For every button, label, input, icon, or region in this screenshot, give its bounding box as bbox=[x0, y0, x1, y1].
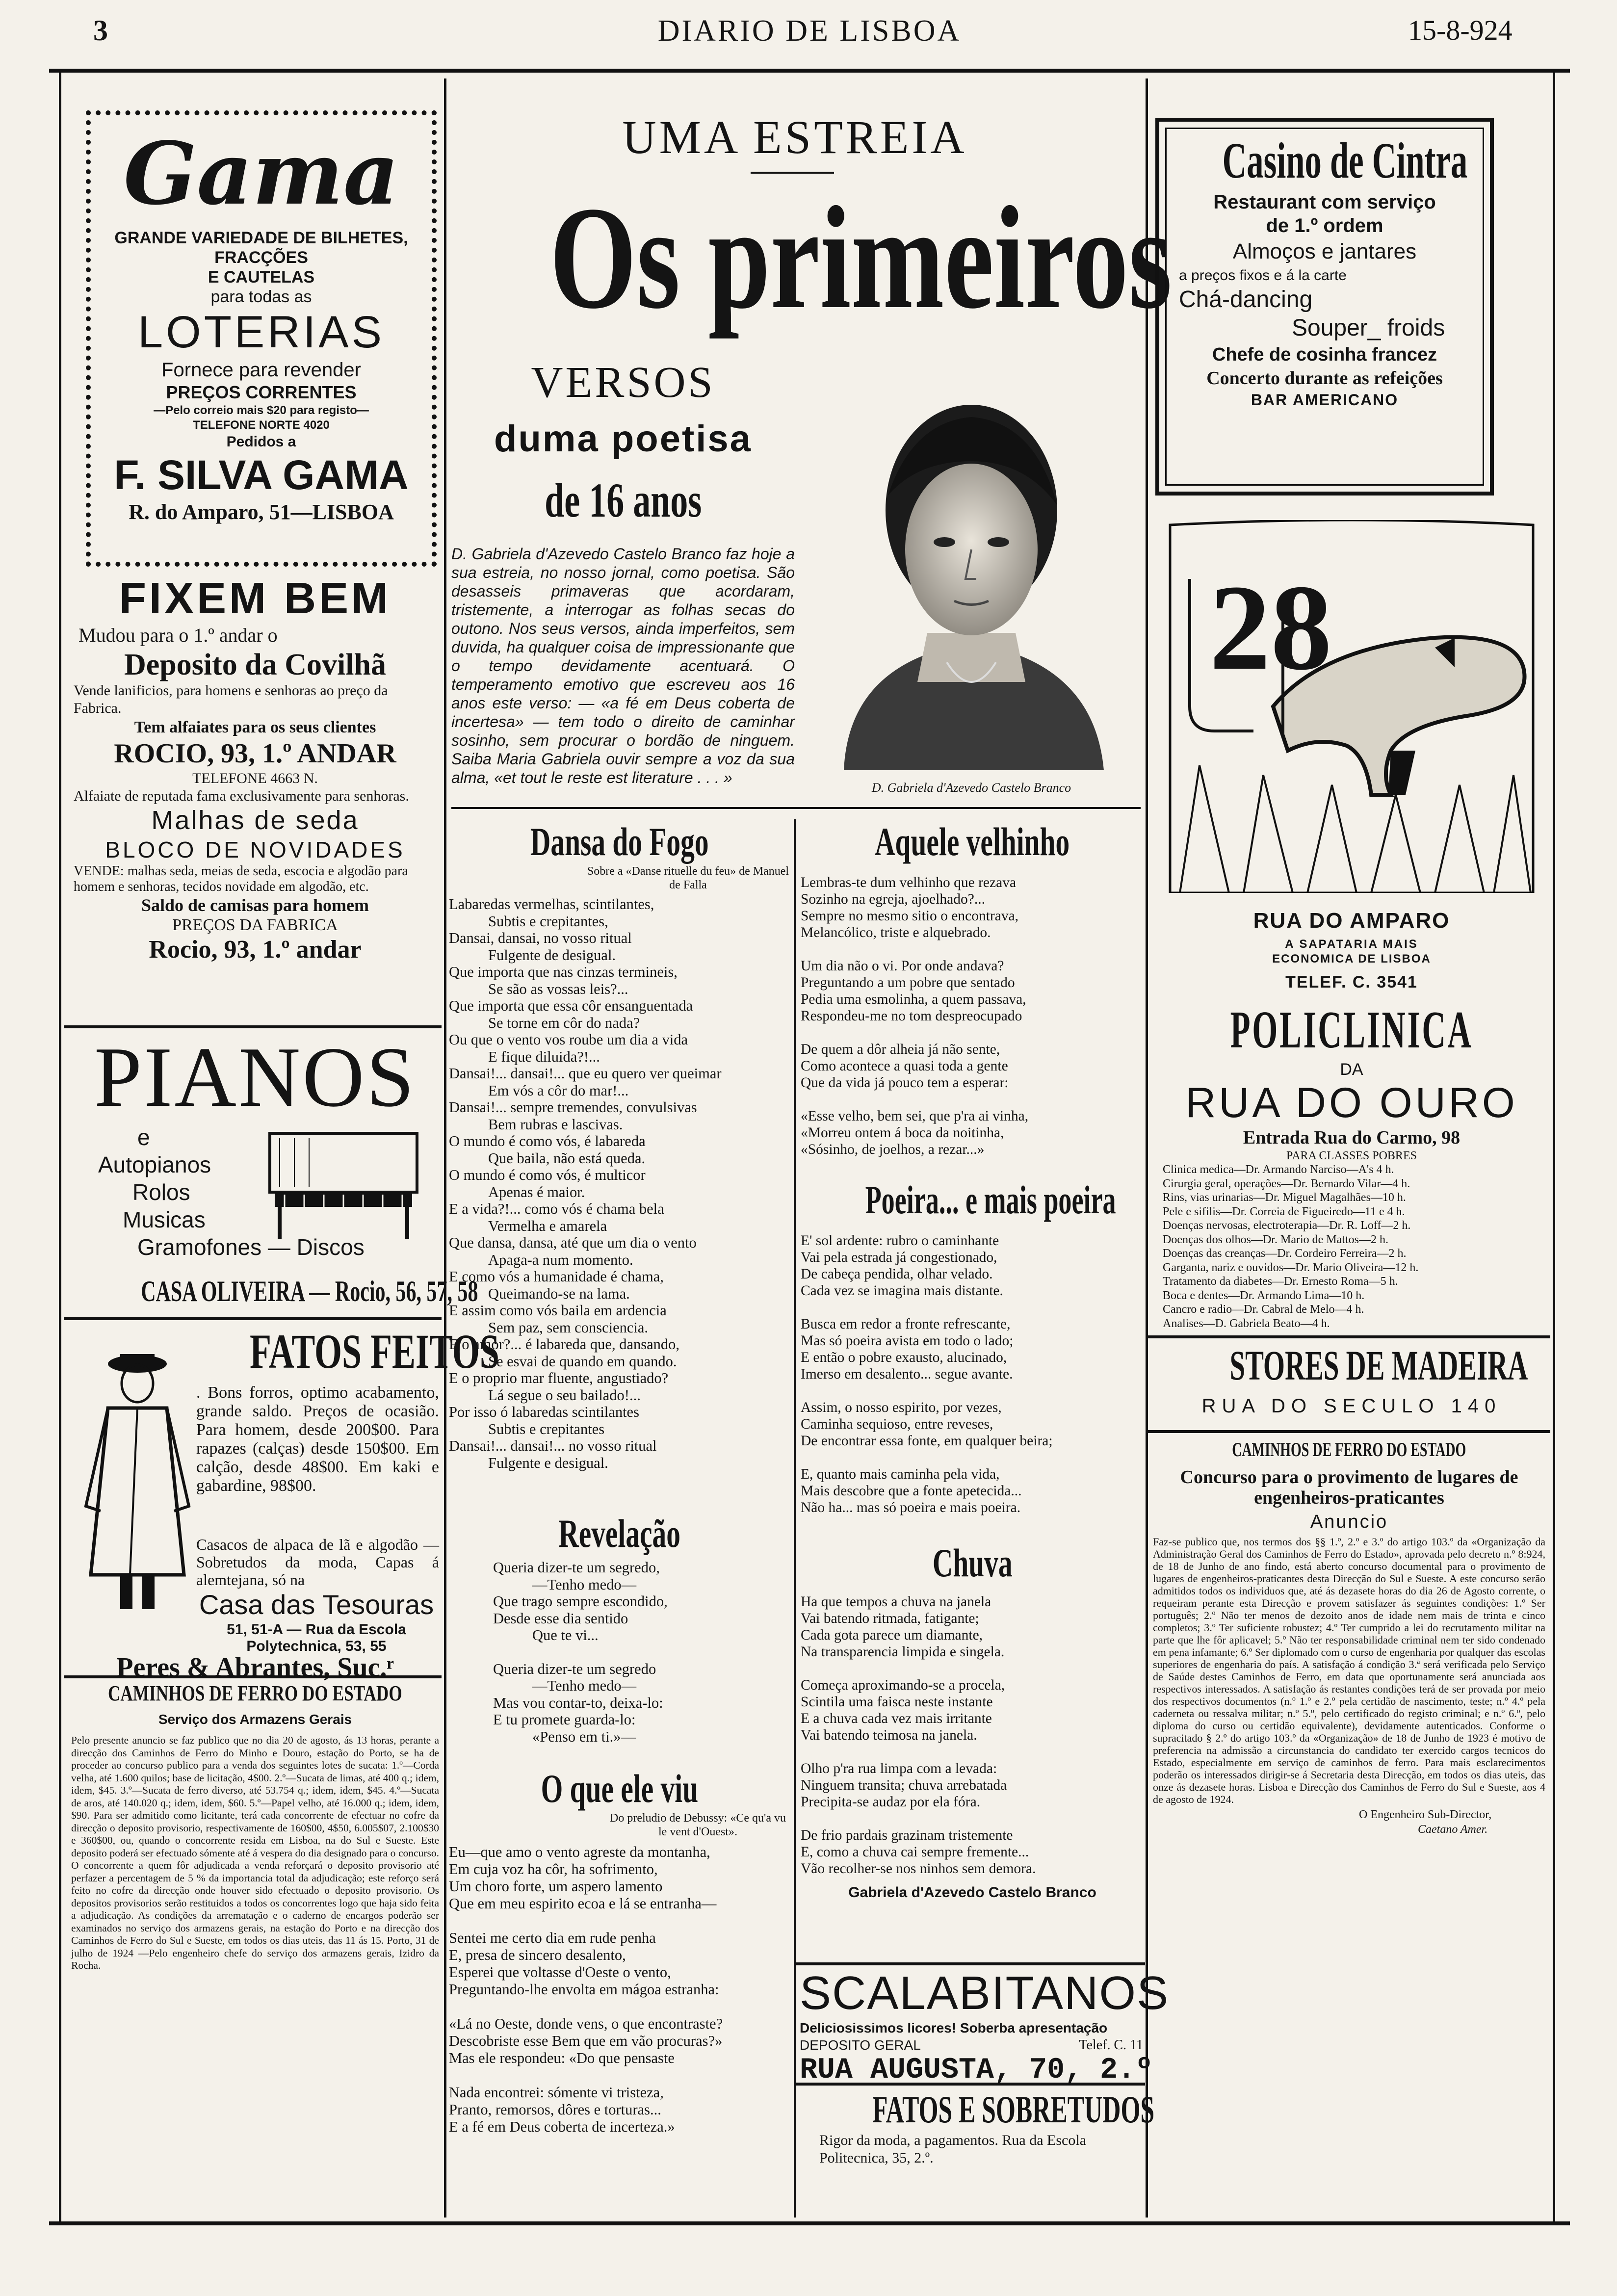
list-item: Tratamento da diabetes—Dr. Ernesto Roma—5 h. bbox=[1163, 1275, 1398, 1288]
poem-line: Que em meu espirito ecoa e lá se entranha— bbox=[449, 1895, 717, 1912]
pianos-item: Autopianos bbox=[98, 1152, 211, 1177]
scalabitanos-l3: RUA AUGUSTA, 70, 2.º bbox=[800, 2054, 1153, 2087]
poeira-title-text: Poeira... e mais poeira bbox=[865, 1177, 1116, 1222]
revelacao-title-text: Revelação bbox=[558, 1511, 680, 1556]
poem-line: E o proprio mar fluente, angustiado? bbox=[449, 1370, 669, 1386]
caminhos-left-title bbox=[71, 1680, 439, 1707]
pianos-item: Gramofones — Discos bbox=[137, 1234, 365, 1260]
poem-line: Sempre no mesmo sitio o encontrava, bbox=[801, 908, 1019, 924]
chuva-title bbox=[801, 1540, 1144, 1586]
caminhos-right-title bbox=[1153, 1437, 1545, 1462]
gama-loterias: LOTERIAS bbox=[137, 307, 385, 357]
oqueeleviu-title-text: O que ele viu bbox=[541, 1766, 698, 1811]
poem-line: Queria dizer-te um segredo bbox=[493, 1660, 656, 1677]
feature-rule bbox=[451, 807, 1141, 809]
fixem-l2: Deposito da Covilhã bbox=[124, 648, 386, 681]
poem-line: Dansai, dansai, no vosso ritual bbox=[449, 930, 632, 946]
ad-fixem-bem bbox=[69, 574, 442, 965]
poem-line: Sentei me certo dia em rude penha bbox=[449, 1930, 656, 1946]
poem-line: Subtis e crepitantes bbox=[488, 1420, 605, 1437]
feature-sub3-text: de 16 anos bbox=[544, 473, 702, 527]
poem-line: E' sol ardente: rubro o caminhante bbox=[801, 1233, 999, 1249]
poem-signature: Gabriela d'Azevedo Castelo Branco bbox=[848, 1884, 1096, 1901]
poem-line: Mas vou contar-to, deixa-lo: bbox=[493, 1694, 663, 1711]
shoe-l4: TELEF. C. 3541 bbox=[1285, 973, 1418, 991]
scalabitanos-title: SCALABITANOS bbox=[800, 1967, 1170, 2019]
poem-line: Olho p'ra rua limpa com a levada: bbox=[801, 1761, 997, 1776]
list-item: Rins, vias urinarias—Dr. Miguel Magalhães—10 h. bbox=[1163, 1191, 1406, 1204]
ad-fatos-sobretudos bbox=[800, 2087, 1155, 2167]
ad-fatos-feitos bbox=[69, 1324, 499, 1683]
rule-center-1 bbox=[796, 1962, 1145, 1965]
casino-l4: a preços fixos e á la carte bbox=[1179, 267, 1347, 284]
ad-pianos bbox=[69, 1029, 478, 1310]
poem-line bbox=[449, 1912, 790, 1930]
revelacao-lines bbox=[449, 1559, 790, 1745]
column-rule-3 bbox=[794, 819, 796, 2218]
dansa-title-text: Dansa do Fogo bbox=[530, 819, 709, 864]
poem-line: E, presa de sincero desalento, bbox=[449, 1947, 626, 1963]
poem-line: Lá segue o seu bailado!... bbox=[488, 1386, 641, 1404]
fixem-l7: Alfaiate de reputada fama exclusivamente para senhoras. bbox=[74, 788, 409, 804]
poem-line bbox=[801, 1299, 1144, 1316]
kicker-rule bbox=[751, 172, 834, 174]
poem-line: De encontrar essa fonte, em qualquer beira; bbox=[801, 1433, 1053, 1449]
poem-line: Ou que o vento vos roube um dia a vida bbox=[449, 1031, 688, 1048]
casino-l2: de 1.º ordem bbox=[1266, 215, 1383, 236]
poem-line: Ninguem transita; chuva arrebatada bbox=[801, 1777, 1007, 1793]
poem-line: Sozinho na egreja, ajoelhado?... bbox=[801, 891, 985, 907]
poem-line bbox=[801, 1810, 1144, 1827]
casino-l5: Chá-dancing bbox=[1179, 287, 1313, 313]
poem-line: Ha que tempos a chuva na janela bbox=[801, 1594, 991, 1610]
list-item: Doenças nervosas, electroterapia—Dr. R. Loff—2 h. bbox=[1163, 1219, 1411, 1232]
poem-line: Apenas é maior. bbox=[488, 1183, 585, 1200]
poem-line: Preguntando a um pobre que sentado bbox=[801, 975, 1015, 991]
fixem-l5: ROCIO, 93, 1.º ANDAR bbox=[114, 738, 396, 769]
fatos-title bbox=[201, 1324, 499, 1379]
dansa-title bbox=[449, 819, 790, 864]
caminhos-right-sign1: O Engenheiro Sub-Director, bbox=[1359, 1808, 1492, 1821]
poem-line: Assim, o nosso espirito, por vezes, bbox=[801, 1400, 1002, 1415]
poem-line: E, como a chuva cai sempre fremente... bbox=[801, 1844, 1029, 1860]
poem-line: Se são as vossas leis?... bbox=[488, 980, 628, 997]
poem-line: Como acontece a quasi toda a gente bbox=[801, 1058, 1008, 1074]
rule-left-3 bbox=[64, 1675, 442, 1678]
poem-line: Não ha... mas só poeira e mais poeira. bbox=[801, 1500, 1021, 1515]
poem-line: Começa aproximando-se a procela, bbox=[801, 1677, 1005, 1693]
poem-o-que-ele-viu bbox=[449, 1766, 790, 2136]
poem-line: De quem a dôr alheia já não sente, bbox=[801, 1042, 1000, 1057]
feature-kicker: UMA ESTREIA bbox=[622, 111, 967, 163]
poem-line: Preguntando-lhe envolta em mágoa estranha: bbox=[449, 1981, 719, 1998]
list-item: Cancro e radio—Dr. Cabral de Melo—4 h. bbox=[1163, 1303, 1364, 1316]
gama-logo: Gama bbox=[123, 124, 399, 224]
poem-line: Vai batendo teimosa na janela. bbox=[801, 1727, 977, 1743]
poem-line: Subtis e crepitantes, bbox=[488, 913, 608, 930]
ad-sapataria-28 bbox=[1153, 520, 1550, 1011]
poem-line: Labaredas vermelhas, scintilantes, bbox=[449, 896, 654, 913]
caminhos-left-body: Pelo presente anuncio se faz publico que no dia 20 de agosto, ás 13 horas, perante a direcção dos Caminhos de Ferro do Minho e Douro, estação do Porto, se ha de proceder ao concurso publico para a venda dos seguintes lotes de sucata: 1.º—Corda velha, até 1.600 quilos; base de licitação, 4$00. 2.º—Sucata de limas, até 400 q.; idem, idem, $45. 3.º—Sucata de ferro diverso, até 53.754 q.; idem, idem, $45. 4.º—Sucata de aros, até 140.020 q.; idem, idem, $60. 5.º—Papel velho, até 16.000 q.; idem, idem, $90. Para ser admitido como licitante, terá cada concorrente de efectuar no cofre da direcção o deposito provisorio, respectivamente de 160$00, 4$50, 6.005$07, 2.100$30 e 360$00, ou, quando o concorrente resida em Lisboa, na do Sul e Sueste. Este deposito poderá ser efectuado sómente até á vespera do dia designado para o concurso. O concorrente a quem fôr adjudicada a venda reforçará o deposito provisorio até perfazer a percentagem de 5 % da importancia total da adjudicação; este reforço será feito no cofre da direcção onde houver sido efectuado o deposito provisorio. Os depositos provisorios serão restituidos a todos os concorrentes logo que haja sido feita a adjudicação. As condições da arrematação e o caderno de encargos poderão ser examinados no serviço dos armazens gerais, na estação do Porto e na direcção dos Caminhos de Ferro do Sul e Sueste, em todos os dias uteis, das 11 ás 15. Porto, 31 de julho de 1924 —Pelo engenheiro chefe do serviço dos armazens gerais, Izidro da Rocha. bbox=[71, 1734, 439, 1971]
poem-line: Vai batendo ritmada, fatigante; bbox=[801, 1611, 979, 1626]
poem-line: —Tenho medo— bbox=[532, 1576, 637, 1593]
poem-aquele-velhinho bbox=[801, 819, 1144, 1158]
gama-line4: Fornece para revender bbox=[161, 359, 361, 381]
policlinica-classes: PARA CLASSES POBRES bbox=[1286, 1149, 1417, 1162]
poem-line: Vão recolher-se nos ninhos sem demora. bbox=[801, 1861, 1036, 1877]
left-border bbox=[59, 69, 61, 2222]
poem-line: Que importa que nas cinzas termineis, bbox=[449, 964, 678, 980]
poem-line: Cada vez se imagina mais distante. bbox=[801, 1283, 1003, 1299]
fatos-text2: Casacos de alpaca de lã e algodão — Sobretudos da moda, Capas á alemtejana, só na bbox=[196, 1536, 439, 1589]
poem-line: E como vós a humanidade é chama, bbox=[449, 1268, 664, 1285]
poem-line: Queimando-se na lama. bbox=[488, 1285, 630, 1302]
rule-center-2 bbox=[796, 2083, 1145, 2086]
poem-line: —Tenho medo— bbox=[532, 1677, 637, 1694]
gama-line8: Pedidos a bbox=[226, 434, 296, 450]
poetess-portrait-image bbox=[814, 348, 1128, 775]
fixem-l8: Malhas de seda bbox=[151, 806, 359, 835]
gama-line7: TELEFONE NORTE 4020 bbox=[193, 418, 330, 432]
list-item: Analises—D. Gabriela Beato—4 h. bbox=[1163, 1317, 1330, 1330]
poem-line bbox=[801, 1383, 1144, 1399]
gama-line3: para todas as bbox=[210, 287, 312, 306]
casino-l3: Almoços e jantares bbox=[1232, 239, 1417, 263]
poem-line: Fulgente e desigual. bbox=[488, 1454, 608, 1471]
fixem-l3: Vende lanificios, para homens e senhoras ao preço da Fabrica. bbox=[74, 682, 388, 716]
pianos-item: e bbox=[137, 1124, 150, 1150]
poem-line: Se esvai de quando em quando. bbox=[488, 1353, 677, 1370]
poem-line: E tu promete guarda-lo: bbox=[493, 1711, 636, 1728]
poem-line: De cabeça pendida, olhar velado. bbox=[801, 1266, 993, 1282]
casino-title bbox=[1159, 131, 1490, 190]
list-item: Clinica medica—Dr. Armando Narciso—A's 4 h. bbox=[1163, 1163, 1394, 1176]
policlinica-title-text: POLICLINICA bbox=[1230, 1001, 1473, 1059]
poem-chuva bbox=[801, 1540, 1144, 1903]
scalabitanos-phone: Telef. C. 11 bbox=[1079, 2037, 1143, 2053]
rule-right-2 bbox=[1148, 1430, 1550, 1433]
poem-line: E então o pobre exausto, alucinado, bbox=[801, 1350, 1007, 1365]
shoe-l2: A SAPATARIA MAIS bbox=[1285, 938, 1418, 951]
poem-line: Que importa que essa côr ensanguentada bbox=[449, 997, 693, 1014]
poem-line: Melancólico, triste e alquebrado. bbox=[801, 925, 991, 940]
notice-caminhos-left bbox=[71, 1680, 439, 1972]
oqueeleviu-title bbox=[449, 1766, 790, 1811]
page-number: 3 bbox=[93, 14, 108, 47]
velhinho-title bbox=[801, 819, 1144, 864]
caminhos-right-subtitle: Concurso para o provimento de lugares de engenheiros-praticantes bbox=[1180, 1467, 1518, 1508]
caminhos-right-anuncio: Anuncio bbox=[1310, 1512, 1388, 1532]
list-item: Cirurgia geral, operações—Dr. Bernardo Vilar—4 h. bbox=[1163, 1177, 1410, 1190]
poem-line: Esperei que voltasse d'Oeste o vento, bbox=[449, 1964, 671, 1981]
poem-line: Um dia não o vi. Por onde andava? bbox=[801, 958, 1004, 974]
poem-line: E assim como vós baila em ardencia bbox=[449, 1302, 667, 1319]
poem-line: Que dansa, dansa, até que um dia o vento bbox=[449, 1234, 697, 1251]
poem-line: E a fé em Deus coberta de incerteza.» bbox=[449, 2118, 675, 2135]
masthead: DIARIO DE LISBOA bbox=[657, 14, 962, 48]
policlinica-title bbox=[1153, 1001, 1550, 1060]
poem-line: «Lá no Oeste, donde vens, o que encontraste? bbox=[449, 2015, 723, 2032]
fixem-title: FIXEM BEM bbox=[119, 574, 391, 623]
poem-line: Apaga-a num momento. bbox=[488, 1251, 633, 1268]
casino-title-text: Casino de Cintra bbox=[1222, 132, 1468, 189]
caminhos-right-title-text: CAMINHOS DE FERRO DO ESTADO bbox=[1232, 1438, 1466, 1461]
man-in-coat-icon bbox=[74, 1344, 196, 1619]
gama-line6: —Pelo correio mais $20 para registo— bbox=[154, 404, 369, 417]
poem-line: Caminha sequioso, entre reveses, bbox=[801, 1416, 993, 1432]
poem-line: E, quanto mais caminha pela vida, bbox=[801, 1466, 1000, 1482]
fixem-l12: PREÇOS DA FABRICA bbox=[172, 916, 338, 934]
casino-content bbox=[1159, 131, 1490, 410]
poem-line: Lembras-te dum velhinho que rezava bbox=[801, 875, 1017, 890]
poem-line: E a chuva cada vez mais irritante bbox=[801, 1711, 992, 1726]
poem-line bbox=[801, 1024, 1144, 1041]
fixem-l11: Saldo de camisas para homem bbox=[141, 895, 369, 915]
fatos-sobretudos-title-text: FATOS E SOBRETUDOS bbox=[872, 2088, 1155, 2131]
chuva-title-text: Chuva bbox=[932, 1540, 1013, 1585]
policlinica-list bbox=[1153, 1163, 1550, 1331]
top-rule bbox=[49, 69, 1570, 73]
scalabitanos-l1: Deliciosissimos licores! Soberba apresentação bbox=[800, 2020, 1108, 2035]
pianos-item: Musicas bbox=[123, 1207, 206, 1232]
casino-l1: Restaurant com serviço bbox=[1213, 191, 1436, 213]
poem-line: Imerso em desalento... segue avante. bbox=[801, 1366, 1013, 1382]
poeira-lines bbox=[801, 1232, 1144, 1516]
poem-line bbox=[801, 1744, 1144, 1760]
feature-intro: D. Gabriela d'Azevedo Castelo Branco faz hoje a sua estreia, no nosso jornal, como poetisa. São desasseis primaveras que acordaram, tristemente, a interrogar as folhas secas do outono. Nos seus versos, ainda imperfeitos, sem duvida, ha qualquer coisa de impressionante que o tempo devidamente acentuará. O temperamento emotivo que escreveu aos 16 anos este verso: — «a fé em Deus coberta de incertesa» — tem todo o direito de caminhar sosinho, sem procurar o bordão de ninguem. Saiba Maria Gabriela ouvir sempre a voz da sua alma, «et tout le reste est literature . . . » bbox=[451, 545, 795, 786]
casino-l7: Chefe de cosinha francez bbox=[1212, 344, 1437, 365]
poem-line: E a vida?!... como vós é chama bela bbox=[449, 1200, 664, 1217]
poem-line: Dansai!... dansai!... que eu quero ver queimar bbox=[449, 1065, 722, 1082]
dansa-epigraph: Sobre a «Danse rituelle du feu» de Manuel de Falla bbox=[587, 865, 789, 891]
poem-line: De frio pardais grazinam tristemente bbox=[801, 1827, 1013, 1843]
feature-sub3 bbox=[471, 473, 775, 527]
scalabitanos-l2-row bbox=[800, 2037, 1143, 2054]
stores-address: RUA DO SECULO 140 bbox=[1201, 1395, 1502, 1417]
poem-line: Mas ele respondeu: «Do que pensaste bbox=[449, 2050, 675, 2066]
poem-dansa-do-fogo bbox=[449, 819, 790, 1471]
fatos-shop: Casa das Tesouras bbox=[199, 1589, 434, 1620]
shoe-l1: RUA DO AMPARO bbox=[1253, 909, 1450, 933]
poem-line: Precipita-se audaz por ela fóra. bbox=[801, 1794, 981, 1810]
notice-caminhos-right bbox=[1153, 1437, 1545, 1837]
poem-line: O mundo é como vós, é labareda bbox=[449, 1133, 646, 1149]
rule-left-1 bbox=[64, 1025, 442, 1028]
fatos-sobretudos-l1: Rigor da moda, a pagamentos. Rua da Escola Politecnica, 35, 2.º. bbox=[819, 2132, 1087, 2166]
fixem-l10: VENDE: malhas seda, meias de seda, escocia e algodão para homem e senhoras, tecidos novidade em algodão, etc. bbox=[74, 863, 408, 894]
poem-line: Se torne em côr do nada? bbox=[488, 1014, 640, 1031]
poem-line: Scintila uma faisca neste instante bbox=[801, 1694, 993, 1710]
gama-line5: PREÇOS CORRENTES bbox=[166, 382, 357, 402]
pianos-footer bbox=[69, 1275, 478, 1307]
ad-stores-de-madeira bbox=[1153, 1342, 1550, 1423]
poem-line: Em vós a côr do mar!... bbox=[488, 1082, 629, 1099]
feature-headline bbox=[451, 176, 1173, 339]
poem-line bbox=[801, 1449, 1144, 1466]
feature-sub1: VERSOS bbox=[531, 358, 715, 407]
poem-line: Respondeu-me no tom despreocupado bbox=[801, 1008, 1022, 1024]
column-rule-1 bbox=[444, 78, 446, 2218]
poem-line bbox=[449, 1998, 790, 2015]
poem-line: Que te vi... bbox=[532, 1627, 599, 1644]
poem-line: Um choro forte, um aspero lamento bbox=[449, 1878, 663, 1895]
feature-headline-text: Os primeiros bbox=[549, 176, 1173, 339]
poem-line: Por isso ó labaredas scintilantes bbox=[449, 1404, 639, 1420]
caminhos-right-sign2: Caetano Amer. bbox=[1418, 1823, 1488, 1836]
poem-revelacao bbox=[449, 1511, 790, 1745]
poem-line: Que baila, não está queda. bbox=[488, 1149, 646, 1167]
poem-line bbox=[801, 1660, 1144, 1677]
portrait-caption: D. Gabriela d'Azevedo Castelo Branco bbox=[871, 781, 1071, 795]
piano-icon bbox=[260, 1128, 427, 1241]
poem-line: «Morreu ontem á boca da noitinha, bbox=[801, 1125, 1004, 1141]
poem-line: Dansai!... dansai!... no vosso ritual bbox=[449, 1437, 657, 1454]
shoe-l3: ECONOMICA DE LISBOA bbox=[1272, 952, 1431, 965]
column-rule-2 bbox=[1146, 78, 1148, 2218]
chuva-lines bbox=[801, 1593, 1144, 1877]
revelacao-title bbox=[449, 1511, 790, 1556]
pianos-footer-text: CASA OLIVEIRA — Rocio, 56, 57, 58 bbox=[141, 1275, 478, 1307]
list-item: Garganta, nariz e ouvidos—Dr. Mario Oliveira—12 h. bbox=[1163, 1261, 1419, 1274]
list-item: Doenças das creanças—Dr. Cordeiro Ferreira—2 h. bbox=[1163, 1247, 1407, 1260]
list-item: Pele e sifilis—Dr. Correia de Figueiredo—11 e 4 h. bbox=[1163, 1205, 1405, 1218]
casino-l9: BAR AMERICANO bbox=[1251, 391, 1399, 409]
oqueeleviu-epigraph: Do preludio de Debussy: «Ce qu'a vu le vent d'Ouest». bbox=[610, 1812, 786, 1838]
poem-line: Em cuja voz ha côr, ha sofrimento, bbox=[449, 1861, 658, 1878]
poem-line bbox=[801, 1091, 1144, 1108]
stores-title-text: STORES DE MADEIRA bbox=[1229, 1342, 1528, 1389]
poem-line: O mundo é como vós, é multicor bbox=[449, 1167, 646, 1183]
poem-poeira bbox=[801, 1177, 1144, 1516]
poem-line: Fulgente de desigual. bbox=[488, 946, 616, 964]
policlinica-entrada: Entrada Rua do Carmo, 98 bbox=[1243, 1127, 1461, 1148]
velhinho-lines bbox=[801, 874, 1144, 1158]
ad-scalabitanos bbox=[800, 1967, 1170, 2087]
poem-line: Dansai!... sempre tremendes, convulsivas bbox=[449, 1099, 697, 1116]
poem-line bbox=[449, 2067, 790, 2084]
poem-line: E o amor?... é labareda que, dansando, bbox=[449, 1336, 680, 1353]
oqueeleviu-lines bbox=[449, 1844, 790, 2136]
poeira-title bbox=[801, 1177, 1144, 1223]
ad-policlinica bbox=[1153, 1001, 1550, 1331]
fatos-text: . Bons forros, optimo acabamento, grande saldo. Preços de ocasião. Para homem, desde 200$00. Para rapazes (calças) desde 150$00. Em calção, desde 48$00. Em kaki e gabardine, 98$00. bbox=[196, 1383, 439, 1495]
pianos-title: PIANOS bbox=[94, 1029, 417, 1124]
caminhos-left-subtitle: Serviço dos Armazens Gerais bbox=[158, 1712, 352, 1727]
rule-left-2 bbox=[64, 1317, 442, 1320]
fixem-l4: Tem alfaiates para os seus clientes bbox=[134, 718, 376, 736]
poem-line: Vai pela estrada já congestionado, bbox=[801, 1250, 997, 1265]
fixem-l9: BLOCO DE NOVIDADES bbox=[105, 837, 405, 862]
poem-line: Mais descobre que a fonte apetecida... bbox=[801, 1483, 1022, 1499]
gama-line1: GRANDE VARIEDADE DE BILHETES, FRACÇÕES bbox=[114, 229, 408, 267]
poem-line: Nada encontrei: sómente vi tristeza, bbox=[449, 2084, 664, 2101]
ad-casino-de-cintra bbox=[1155, 118, 1494, 496]
fixem-l13: Rocio, 93, 1.º andar bbox=[149, 936, 362, 964]
poem-line: Busca em redor a fronte refrescante, bbox=[801, 1316, 1011, 1332]
poem-line: Desde esse dia sentido bbox=[493, 1610, 628, 1627]
poem-line: Na transparencia limpida e singela. bbox=[801, 1644, 1005, 1660]
poem-line bbox=[493, 1644, 790, 1661]
caminhos-right-body: Faz-se publico que, nos termos dos §§ 1.º, 2.º e 3.º do artigo 103.º da «Organização da Administração Geral dos Caminhos de Ferro do Estado», aprovada pelo decreto n.º 8:924, de 18 de Junho de ano findo, está aberto concurso documental para o provimento de lugares de engenheiros-praticantes desta Direcção do Sul e Sueste. A este concurso serão admitidos todos os individuos que, até ás dezasete horas do dia 26 de Agosto corrente, o requeiram perante esta Direcção e provem satisfazer ás seguintes condições: 1.º Ser português; 2.º Não ter menos de dezoito anos de idade nem mais de trinta e cinco completos; 3.º Ter suficiente robustez; 4.º Ter cumprido a lei do recrutamento militar na parte que lhe fôr aplicavel; 5.º Não ter responsabilidade criminal nem ter sido condenado em pena infamante; 6.º Ser diplomado com o curso de engenharia por qualquer das escolas superiores de engenharia do país. A satisfação á condição 3.ª será verificada pelo Serviço de Saúde destes Caminhos de Ferro, em data que oportunamente será anunciada aos respectivos interessados. A satisfação ás restantes condições terá de ser provada por meio dos respectivos documentos (n.º 1.º e 2.º pela certidão de nascimento, teste; n.º 4.º pela caderneta ou ressalva militar; n.º 5.º, pelo certificado do registo criminal; e n.º 6.º, pelo diploma do curso ou certidão equivalente), devidamente autenticados. Conforme o supracitado § 2.º do artigo 103.º da «Organização» de 18 de Junho de 1923 é motivo de preferencia na admissão a circunstancia do candidato ter exercido cargos tecnicos do Estado, especialmente em serviço de caminhos de ferro. Para mais esclarecimentos poderão os interessados dirigir-se á Secretaria desta Direcção, em todos os dias uteis, das onze ás dezasete horas. Lisboa e Direcção dos Caminhos de Ferro do Sul e Sueste, aos 4 de agosto de 1924. bbox=[1153, 1536, 1545, 1805]
caminhos-left-title-text: CAMINHOS DE FERRO DO ESTADO bbox=[108, 1681, 402, 1705]
fatos-address: 51, 51-A — Rua da Escola Polytechnica, 53, 55 bbox=[227, 1621, 406, 1654]
poem-line: Que da vida já pouco tem a esperar: bbox=[801, 1075, 1009, 1091]
poem-line: Eu—que amo o vento agreste da montanha, bbox=[449, 1844, 710, 1860]
right-border bbox=[1553, 69, 1555, 2222]
casino-l6: Souper_ froids bbox=[1292, 315, 1445, 341]
poem-line: E fique diluida?!... bbox=[488, 1048, 600, 1065]
poem-line: «Sósinho, de joelhos, a rezar...» bbox=[801, 1142, 985, 1157]
gama-address: R. do Amparo, 51—LISBOA bbox=[129, 500, 394, 524]
poem-line: Pranto, remorsos, dôres e torturas... bbox=[449, 2101, 661, 2118]
ad-gama bbox=[86, 110, 437, 567]
poem-line: Pedia uma esmolinha, a quem passava, bbox=[801, 991, 1026, 1007]
poem-line: Que trago sempre escondido, bbox=[493, 1593, 668, 1610]
poem-line: Sem paz, sem consciencia. bbox=[488, 1319, 649, 1336]
poem-line: Descobriste esse Bem que em vão procuras?» bbox=[449, 2033, 723, 2049]
dansa-lines bbox=[449, 896, 790, 1471]
velhinho-title-text: Aquele velhinho bbox=[875, 819, 1070, 864]
poem-line: Bem rubras e lascivas. bbox=[488, 1116, 623, 1133]
pianos-item: Rolos bbox=[132, 1179, 190, 1205]
stores-title bbox=[1153, 1342, 1550, 1389]
list-item: Doenças dos olhos—Dr. Mario de Mattos—2 h. bbox=[1163, 1233, 1388, 1246]
casino-l8: Concerto durante as refeições bbox=[1206, 368, 1443, 389]
issue-date: 15-8-924 bbox=[1408, 14, 1513, 46]
policlinica-da: DA bbox=[1340, 1060, 1363, 1079]
poem-line: «Penso em ti.»— bbox=[532, 1728, 636, 1745]
feature-sub2: duma poetisa bbox=[494, 418, 752, 460]
list-item: Boca e dentes—Dr. Armando Lima—10 h. bbox=[1163, 1289, 1365, 1302]
gama-line2: E CAUTELAS bbox=[208, 268, 315, 287]
fatos-sobretudos-title bbox=[800, 2087, 1155, 2132]
rule-right-1 bbox=[1148, 1335, 1550, 1338]
poem-line: Mas só poeira avista em todo o lado; bbox=[801, 1333, 1014, 1349]
poem-line: Vermelha e amarela bbox=[488, 1217, 607, 1234]
shoe-number: 28 bbox=[1209, 560, 1332, 696]
fixem-l6: TELEFONE 4663 N. bbox=[192, 770, 318, 786]
gama-name: F. SILVA GAMA bbox=[114, 452, 409, 498]
poem-line: Queria dizer-te um segredo, bbox=[493, 1559, 660, 1576]
fixem-l1: Mudou para o 1.º andar o bbox=[78, 624, 278, 646]
fatos-owners: Peres & Abrantes, Suc.ʳ bbox=[116, 1652, 394, 1683]
bottom-rule bbox=[49, 2221, 1570, 2225]
scalabitanos-l2: DEPOSITO GERAL bbox=[800, 2037, 921, 2053]
poem-line: Cada gota parece um diamante, bbox=[801, 1627, 983, 1643]
fatos-title-text: FATOS FEITOS bbox=[249, 1324, 499, 1379]
policlinica-rua: RUA DO OURO bbox=[1185, 1079, 1518, 1126]
poem-line bbox=[801, 941, 1144, 958]
poem-line: «Esse velho, bem sei, que p'ra ai vinha, bbox=[801, 1108, 1029, 1124]
